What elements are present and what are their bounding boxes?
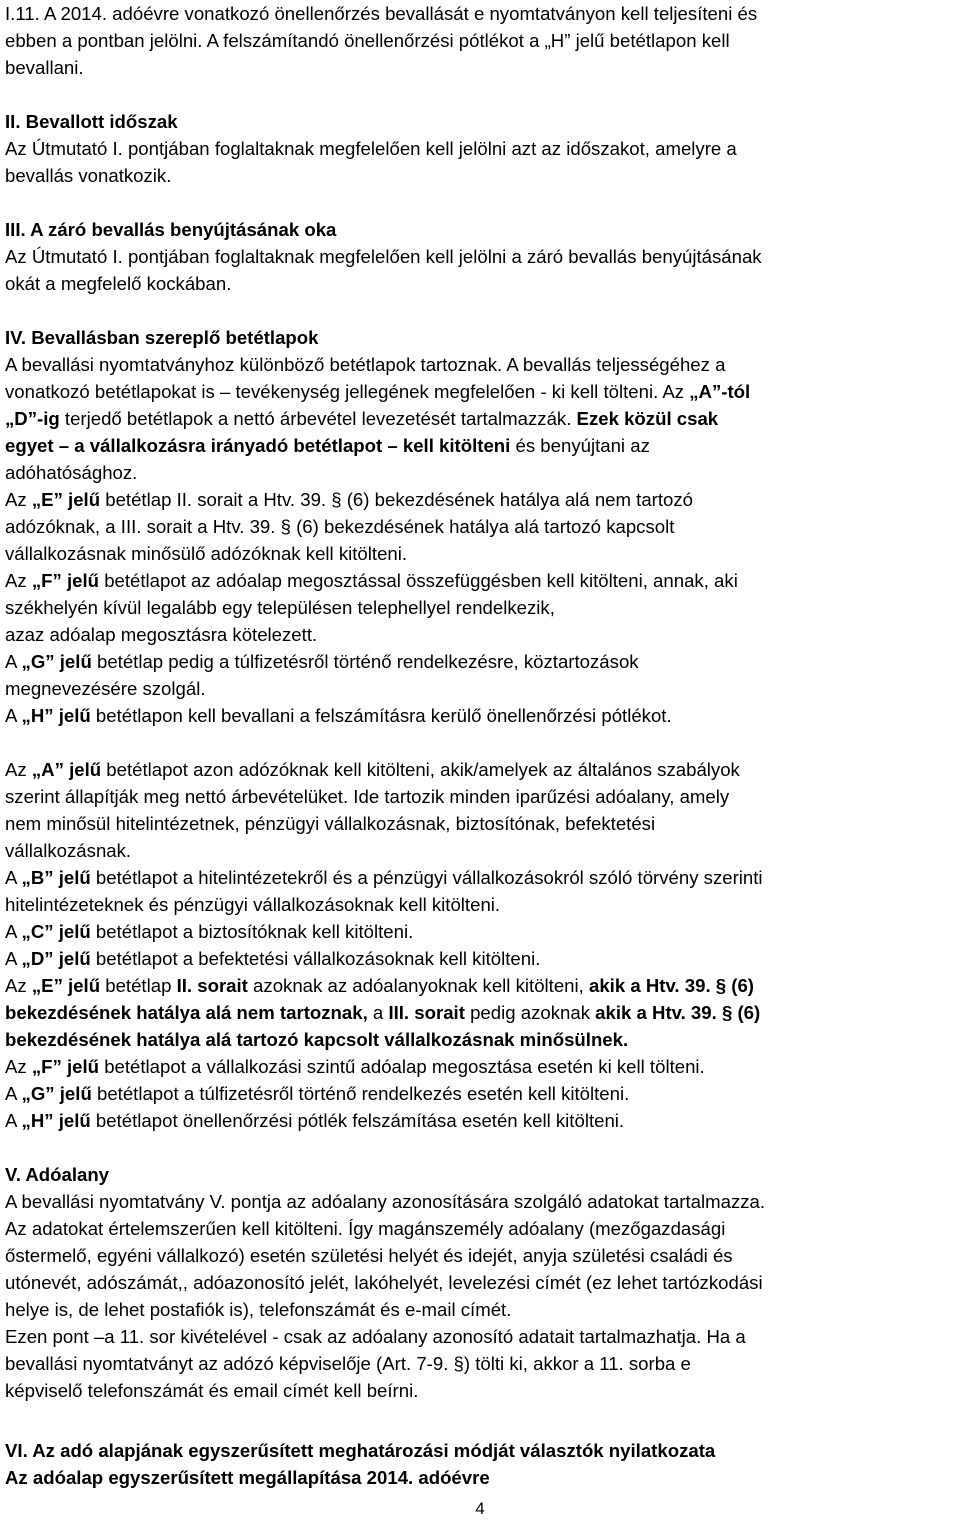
section-subheading: Az adóalap egyszerűsített megállapítása 2014. adóévre xyxy=(5,1467,490,1488)
text: a xyxy=(367,1002,389,1023)
text: terjedő betétlapok a nettó árbevétel levezetését tartalmazzák. xyxy=(59,408,577,429)
paragraph-line: utónevét, adószámát,, adóazonosító jelét, lakóhelyét, levelezési címét (ez lehet tartózkodási xyxy=(5,1272,763,1293)
text: A xyxy=(5,1083,22,1104)
paragraph-line: adózóknak, a III. sorait a Htv. 39. § (6) bekezdésének hatálya alá tartozó kapcsolt xyxy=(5,516,675,537)
text: pedig azoknak xyxy=(464,1002,596,1023)
paragraph-line xyxy=(5,405,957,432)
text: Az xyxy=(5,1056,32,1077)
paragraph-line: szerint állapítják meg nettó árbevételüket. Ide tartozik minden iparűzési adóalany, amely xyxy=(5,786,730,807)
text: betétlap xyxy=(100,975,177,996)
paragraph-line: képviselő telefonszámát és email címét kell beírni. xyxy=(5,1380,419,1401)
paragraph-line xyxy=(5,1107,957,1134)
text: betétlapot azon adózóknak kell kitölteni, akik/amelyek az általános szabályok xyxy=(101,759,740,780)
text: betétlap II. sorait a Htv. 39. § (6) bekezdésének hatálya alá nem tartozó xyxy=(100,489,693,510)
paragraph-line: A bevallási nyomtatvány V. pontja az adóalany azonosítására szolgáló adatokat tartalmazza. xyxy=(5,1191,766,1212)
paragraph-line xyxy=(5,945,957,972)
bold-text: „E” jelű xyxy=(31,975,101,996)
paragraph-line xyxy=(5,486,957,513)
text: A xyxy=(5,1110,22,1131)
paragraph-line xyxy=(5,756,957,783)
text: A xyxy=(5,921,22,942)
paragraph-line: bevallás vonatkozik. xyxy=(5,165,172,186)
paragraph-line: helye is, de lehet postafiók is), telefonszámát és e-mail címét. xyxy=(5,1299,512,1320)
paragraph-line: vállalkozásnak. xyxy=(5,840,132,861)
bold-text: „D” jelű xyxy=(21,948,91,969)
text: Az xyxy=(5,489,32,510)
paragraph-line: azaz adóalap megosztásra kötelezett. xyxy=(5,624,318,645)
paragraph-line: nem minősül hitelintézetnek, pénzügyi vállalkozásnak, biztosítónak, befektetési xyxy=(5,813,656,834)
paragraph-line xyxy=(5,648,957,675)
paragraph-line xyxy=(5,999,957,1026)
text: betétlapot a biztosítóknak kell kitölteni. xyxy=(90,921,414,942)
bold-text: egyet – a vállalkozásra irányadó betétlapot – kell kitölteni xyxy=(5,435,511,456)
paragraph-line: székhelyén kívül legalább egy településen telephellyel rendelkezik, xyxy=(5,597,555,618)
paragraph-line: bekezdésének hatálya alá tartozó kapcsolt vállalkozásnak minősülnek. xyxy=(5,1029,629,1050)
page-number: 4 xyxy=(475,1499,485,1518)
text: betétlapon kell bevallani a felszámításra kerülő önellenőrzési pótlékot. xyxy=(90,705,672,726)
paragraph-line xyxy=(5,702,957,729)
text: betétlapot a befektetési vállalkozásoknak kell kitölteni. xyxy=(90,948,541,969)
paragraph-line xyxy=(5,432,957,459)
text: betétlap pedig a túlfizetésről történő rendelkezésre, köztartozások xyxy=(91,651,639,672)
section-heading: VI. Az adó alapjának egyszerűsített meghatározási módját választók nyilatkozata xyxy=(5,1440,716,1461)
paragraph-line: Az Útmutató I. pontjában foglaltaknak megfelelően kell jelölni a záró bevallás benyújtásának xyxy=(5,246,762,267)
paragraph-line: Ezen pont –a 11. sor kivételével - csak az adóalany azonosító adatait tartalmazhatja. Ha a xyxy=(5,1326,746,1347)
paragraph-line xyxy=(5,1080,957,1107)
text: betétlapot a túlfizetésről történő rendelkezés esetén kell kitölteni. xyxy=(91,1083,630,1104)
paragraph-line xyxy=(5,918,957,945)
text: betétlapot a hitelintézetekről és a pénzügyi vállalkozásokról szóló törvény szerinti xyxy=(90,867,763,888)
bold-text: „C” jelű xyxy=(21,921,91,942)
bold-text: akik a Htv. 39. § (6) xyxy=(595,1002,761,1023)
section-heading: III. A záró bevallás benyújtásának oka xyxy=(5,219,337,240)
text: Az xyxy=(5,570,32,591)
paragraph-line xyxy=(5,567,957,594)
bold-text: Ezek közül csak xyxy=(576,408,719,429)
paragraph-line: adóhatósághoz. xyxy=(5,462,138,483)
bold-text: „D”-ig xyxy=(5,408,60,429)
paragraph-line: A bevallási nyomtatványhoz különböző betétlapok tartoznak. A bevallás teljességéhez a xyxy=(5,354,726,375)
text: A xyxy=(5,867,22,888)
bold-text: „G” jelű xyxy=(21,651,92,672)
text: azoknak az adóalanyoknak kell kitölteni, xyxy=(247,975,589,996)
section-heading: II. Bevallott időszak xyxy=(5,111,178,132)
paragraph-line: őstermelő, egyéni vállalkozó) esetén születési helyét és idejét, anyja születési családi és xyxy=(5,1245,733,1266)
bold-text: II. sorait xyxy=(176,975,248,996)
paragraph-line xyxy=(5,972,957,999)
text: betétlapot az adóalap megosztással összefüggésben kell kitölteni, annak, aki xyxy=(99,570,738,591)
paragraph-line: okát a megfelelő kockában. xyxy=(5,273,232,294)
text: A xyxy=(5,651,22,672)
text: A xyxy=(5,948,22,969)
intro-line: bevallani. xyxy=(5,57,84,78)
intro-line: ebben a pontban jelölni. A felszámítandó önellenőrzési pótlékot a „H” jelű betétlapon kell xyxy=(5,30,730,51)
paragraph-line: hitelintézeteknek és pénzügyi vállalkozásoknak kell kitölteni. xyxy=(5,894,501,915)
bold-text: „A” jelű xyxy=(31,759,102,780)
bold-text: III. sorait xyxy=(388,1002,465,1023)
paragraph-line xyxy=(5,378,957,405)
paragraph-line xyxy=(5,1053,957,1080)
paragraph-line: Az Útmutató I. pontjában foglaltaknak megfelelően kell jelölni azt az időszakot, amelyre a xyxy=(5,138,737,159)
bold-text: „H” jelű xyxy=(21,1110,91,1131)
paragraph-line: vállalkozásnak minősülő adózóknak kell kitölteni. xyxy=(5,543,408,564)
text: és benyújtani az xyxy=(510,435,650,456)
bold-text: akik a Htv. 39. § (6) xyxy=(588,975,755,996)
bold-text: „A”-tól xyxy=(689,381,751,402)
text: Az xyxy=(5,975,32,996)
text: vonatkozó betétlapokat is – tevékenység jellegének megfelelően - ki kell tölteni. Az xyxy=(5,381,690,402)
section-heading: V. Adóalany xyxy=(5,1164,110,1185)
section-heading: IV. Bevallásban szereplő betétlapok xyxy=(5,327,319,348)
paragraph-line: bevallási nyomtatványt az adózó képviselője (Art. 7-9. §) tölti ki, akkor a 11. sorba e xyxy=(5,1353,691,1374)
text: A xyxy=(5,705,22,726)
paragraph-line: megnevezésére szolgál. xyxy=(5,678,206,699)
bold-text: bekezdésének hatálya alá nem tartoznak, xyxy=(5,1002,368,1023)
text: betétlapot önellenőrzési pótlék felszámítása esetén kell kitölteni. xyxy=(90,1110,625,1131)
text: Az xyxy=(5,759,32,780)
paragraph-line xyxy=(5,864,957,891)
bold-text: „B” jelű xyxy=(21,867,91,888)
bold-text: „E” jelű xyxy=(31,489,101,510)
paragraph-line: Az adatokat értelemszerűen kell kitölteni. Így magánszemély adóalany (mezőgazdasági xyxy=(5,1218,726,1239)
bold-text: „H” jelű xyxy=(21,705,91,726)
bold-text: „F” jelű xyxy=(31,1056,100,1077)
bold-text: „G” jelű xyxy=(21,1083,92,1104)
document-page xyxy=(5,0,957,1491)
text: betétlapot a vállalkozási szintű adóalap megosztása esetén ki kell tölteni. xyxy=(99,1056,705,1077)
bold-text: „F” jelű xyxy=(31,570,100,591)
intro-line: I.11. A 2014. adóévre vonatkozó önellenőrzés bevallását e nyomtatványon kell teljesíteni és xyxy=(5,3,758,24)
